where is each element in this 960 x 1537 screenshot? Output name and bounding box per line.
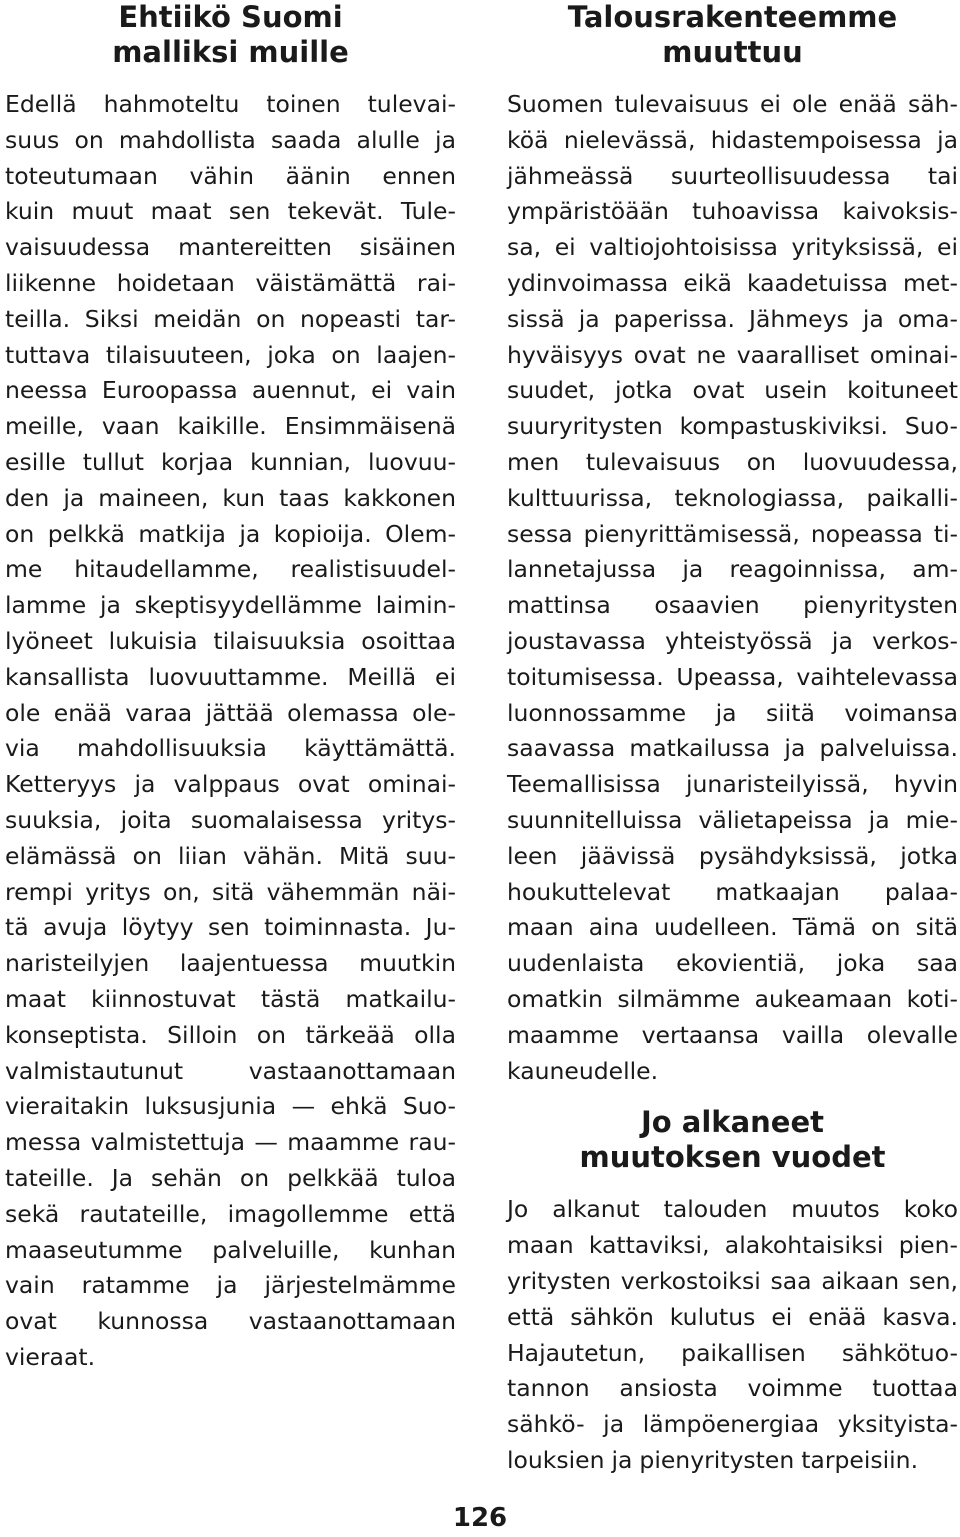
- text-line: lannetajussa ja reagoinnissa, am-: [507, 555, 958, 584]
- text-line: louksien ja pienyritysten tarpeisiin.: [507, 1445, 919, 1474]
- right-body-text-2: [507, 1192, 958, 1478]
- text-line: Jo alkanut talouden muutos koko: [507, 1195, 958, 1224]
- text-line: vieraat.: [5, 1342, 96, 1371]
- text-line: jähmeässä suurteollisuudessa tai: [507, 161, 958, 190]
- page-number: 126: [452, 1503, 508, 1533]
- text-line: suudet, jotka ovat usein koituneet: [507, 376, 958, 405]
- text-line: vain ratamme ja järjestelmämme: [5, 1271, 456, 1300]
- text-line: vieraitakin luksusjunia — ehkä Suo-: [5, 1092, 456, 1121]
- text-line: men tulevaisuus on luovuudessa,: [507, 447, 958, 476]
- text-line: ydinvoimassa eikä kaadetuissa met-: [507, 268, 958, 297]
- text-line: suunnitelluissa välietapeissa ja mie-: [507, 805, 958, 834]
- text-line: kauneudelle.: [507, 1056, 659, 1085]
- text-line: sa, ei valtiojohtoisissa yrityksissä, ei: [507, 233, 958, 262]
- text-line: uudenlaista ekovientiä, joka saa: [507, 949, 958, 978]
- text-line: messa valmistettuja — maamme rau-: [5, 1128, 456, 1157]
- text-line: suuksia, joita suomalaisessa yritys-: [5, 805, 456, 834]
- text-line: Hajautetun, paikallisen sähkötuo-: [507, 1338, 958, 1367]
- text-line: sähkö- ja lämpöenergiaa yksityista-: [507, 1410, 958, 1439]
- text-line: maan aina uudelleen. Tämä on sitä: [507, 913, 958, 942]
- text-line: toitumisessa. Upeassa, vaihtelevassa: [507, 662, 958, 691]
- left-heading: [5, 0, 456, 70]
- text-line: sessa pienyrittämisessä, nopeassa ti-: [507, 519, 958, 548]
- right-heading-2-line: Jo alkaneet: [640, 1105, 825, 1140]
- right-heading-2: [507, 1105, 958, 1175]
- text-line: via mahdollisuuksia käyttämättä.: [5, 734, 456, 763]
- text-line: houkuttelevat matkaajan palaa-: [507, 877, 958, 906]
- text-line: tä avuja löytyy sen toiminnasta. Ju-: [5, 913, 456, 942]
- text-line: kuin muut maat sen tekevät. Tule-: [5, 197, 456, 226]
- text-line: valmistautunut vastaanottamaan: [5, 1056, 456, 1085]
- text-line: den ja maineen, kun taas kakkonen: [5, 483, 456, 512]
- text-line: mattinsa osaavien pienyritysten: [507, 591, 958, 620]
- text-line: Suomen tulevaisuus ei ole enää säh-: [507, 90, 958, 118]
- text-line: Teemallisissa junaristeilyissä, hyvin: [507, 770, 958, 799]
- left-column: [5, 0, 456, 1376]
- text-line: köä nielevässä, hidastempoisessa ja: [507, 125, 958, 154]
- text-line: liikenne hoidetaan väistämättä rai-: [5, 268, 456, 297]
- text-line: meille, vaan kaikille. Ensimmäisenä: [5, 412, 456, 441]
- text-line: sissä ja paperissa. Jähmeys ja oma-: [507, 304, 958, 333]
- right-heading-1-line: muuttuu: [662, 35, 803, 69]
- text-line: konseptista. Silloin on tärkeää olla: [5, 1020, 456, 1049]
- text-line: rempi yritys on, sitä vähemmän näi-: [5, 877, 456, 906]
- text-line: yritysten verkostoiksi saa aikaan sen,: [507, 1266, 958, 1295]
- text-line: vaisuudessa mantereitten sisäinen: [5, 233, 456, 262]
- text-line: esille tullut korjaa kunnian, luovuu-: [5, 447, 456, 476]
- text-line: luonnossamme ja siitä voimansa: [507, 698, 958, 727]
- left-heading-line: malliksi muille: [112, 35, 349, 69]
- text-line: maamme vertaansa vailla olevalle: [507, 1020, 958, 1049]
- text-line: ole enää varaa jättää olemassa ole-: [5, 698, 456, 727]
- right-heading-1-line: Talousrakenteemme: [567, 0, 898, 34]
- text-line: sekä rautateille, imagollemme että: [5, 1199, 456, 1228]
- text-line: toteutumaan vähin äänin ennen: [5, 161, 456, 190]
- text-line: Edellä hahmoteltu toinen tulevai-: [5, 90, 456, 118]
- text-line: leen jäävissä pysähdyksissä, jotka: [507, 841, 958, 870]
- text-line: neessa Euroopassa auennut, ei vain: [5, 376, 456, 405]
- text-line: tuttava tilaisuuteen, joka on laajen-: [5, 340, 456, 369]
- text-line: elämässä on liian vähän. Mitä suu-: [5, 841, 456, 870]
- text-line: tateille. Ja sehän on pelkkää tuloa: [5, 1163, 456, 1192]
- text-line: lyöneet lukuisia tilaisuuksia osoittaa: [5, 626, 456, 655]
- text-line: suuryritysten kompastuskiviksi. Suo-: [507, 412, 958, 441]
- right-heading-1: [507, 0, 958, 70]
- text-line: naristeilyjen laajentuessa muutkin: [5, 949, 456, 978]
- text-line: me hitaudellamme, realistisuudel-: [5, 555, 456, 584]
- left-heading-line: Ehtiikö Suomi: [118, 0, 343, 34]
- text-line: saavassa matkailussa ja palveluissa.: [507, 734, 958, 763]
- text-line: teilla. Siksi meidän on nopeasti tar-: [5, 304, 456, 333]
- text-line: hyväisyys ovat ne vaaralliset ominai-: [507, 340, 958, 369]
- text-line: on pelkkä matkija ja kopioija. Olem-: [5, 519, 456, 548]
- text-line: tannon ansiosta voimme tuottaa: [507, 1374, 958, 1403]
- text-line: kansallista luovuuttamme. Meillä ei: [5, 662, 456, 691]
- text-line: kulttuurissa, teknologiassa, paikalli-: [507, 483, 958, 512]
- text-line: ympäristöään tuhoavissa kaivoksis-: [507, 197, 958, 226]
- text-line: maan kattaviksi, alakohtaisiksi pien-: [507, 1231, 958, 1260]
- text-line: joustavassa yhteistyössä ja verkos-: [507, 626, 958, 655]
- text-line: ovat kunnossa vastaanottamaan: [5, 1307, 456, 1336]
- right-body-text-1: [507, 87, 958, 1089]
- right-heading-2-line: muutoksen vuodet: [579, 1140, 886, 1175]
- left-body-text: [5, 87, 456, 1376]
- text-line: maat kiinnostuvat tästä matkailu-: [5, 984, 456, 1013]
- text-line: maaseutumme palveluille, kunhan: [5, 1235, 456, 1264]
- text-line: lamme ja skeptisyydellämme laimin-: [5, 591, 456, 620]
- text-line: suus on mahdollista saada alulle ja: [5, 125, 456, 154]
- text-line: Ketteryys ja valppaus ovat ominai-: [5, 770, 456, 799]
- text-line: omatkin silmämme aukeamaan koti-: [507, 984, 958, 1013]
- right-column: [507, 0, 958, 1479]
- text-line: että sähkön kulutus ei enää kasva.: [507, 1302, 958, 1331]
